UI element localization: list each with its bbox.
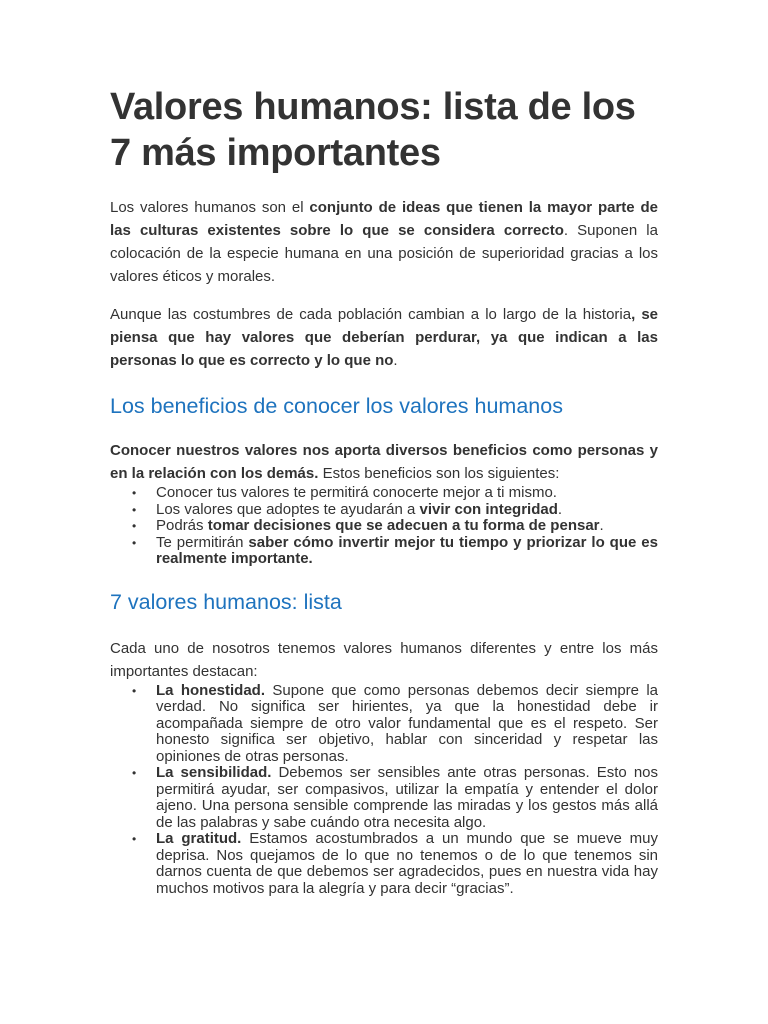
list-item: [110, 502, 658, 519]
values-list: [110, 683, 658, 898]
text: .: [393, 352, 398, 369]
text: Estos beneficios son los siguientes:: [318, 465, 560, 482]
value-description: Estamos acostumbrados a un mundo que se mueve muy deprisa. Nos quejamos de lo que no tenemos o de lo que tenemos sin darnos cuenta de que debemos ser agradecidos, pues en nuestra vida hay muchos motivos para la alegría y para decir “gracias”.: [156, 830, 658, 897]
value-name: La sensibilidad.: [156, 764, 272, 781]
section-heading-benefits: Los beneficios de conocer los valores humanos: [110, 394, 563, 418]
historia-link[interactable]: historia: [582, 306, 632, 323]
bold-text: se piensa que hay valores que deberían perdurar, ya que indican a las personas lo que es correcto y lo que no: [110, 306, 658, 369]
bullet-icon: •: [132, 519, 137, 533]
list-item: [110, 683, 658, 766]
bullet-icon: •: [132, 535, 137, 550]
value-description: Debemos ser sensibles ante otras personas. Esto nos permitirá ayudar, ser compasivos, utilizar la empatía y entender el dolor ajeno. Una persona sensible comprende las miradas y los gestos más allá de las palabras y sabe cuándo otra necesita algo.: [156, 764, 659, 831]
section-heading-values-list: 7 valores humanos: lista: [110, 589, 342, 614]
intro-paragraph-2: [110, 303, 658, 372]
page-title: Valores humanos: lista de los 7 más importantes: [110, 86, 636, 174]
text: Aunque las costumbres de cada población cambian a lo largo de la: [110, 306, 583, 323]
text: .: [599, 517, 604, 534]
value-name: La honestidad.: [156, 681, 266, 699]
list-item: [110, 831, 658, 897]
text: Te permitirán: [156, 533, 249, 551]
article-body: [110, 84, 658, 897]
text: Los valores humanos son el: [110, 199, 310, 216]
bold-text: conjunto de ideas que tienen la mayor parte de las culturas existentes sobre lo que se considera correcto: [110, 199, 659, 239]
bold-text: saber cómo invertir mejor tu tiempo y priorizar lo que es realmente importante.: [156, 533, 658, 567]
text: Podrás: [156, 517, 208, 534]
text: .: [557, 500, 563, 518]
bullet-icon: •: [132, 766, 137, 780]
list-item: [110, 535, 658, 568]
text: . Suponen la colocación de la especie humana en una posición de superioridad gracias a los valores éticos y morales.: [110, 222, 658, 285]
bullet-icon: •: [132, 502, 137, 517]
benefits-list: [110, 485, 658, 568]
bold-text: ,: [631, 306, 642, 323]
bold-text: vivir con integridad: [419, 500, 558, 518]
text: Conocer tus valores te permitirá conocerte mejor a ti mismo.: [156, 484, 557, 501]
values-intro-paragraph: Cada uno de nosotros tenemos valores humanos diferentes y entre los más importantes destacan:: [110, 639, 658, 680]
bold-text: Conocer nuestros valores nos aporta diversos beneficios como personas y en la relación con los demás.: [110, 442, 658, 482]
list-item: [110, 485, 658, 502]
list-item: [110, 765, 658, 831]
bullet-icon: •: [132, 486, 137, 500]
intro-paragraph-1: [110, 196, 658, 288]
bullet-icon: •: [132, 683, 137, 698]
bold-text: tomar decisiones que se adecuen a tu forma de pensar: [207, 517, 600, 534]
value-name: La gratitud.: [156, 830, 242, 847]
bullet-icon: •: [132, 832, 137, 846]
benefits-paragraph: [110, 439, 658, 485]
list-item: [110, 518, 658, 535]
text: Los valores que adoptes te ayudarán a: [156, 500, 420, 518]
value-description: Supone que como personas debemos decir siempre la verdad. No significa ser hirientes, ya que la honestidad debe ir acompañada siempre de otro valor fundamental que es el respeto. Ser honesto significa ser objetivo, hablar con sinceridad y respetar las opiniones de otras personas.: [156, 681, 659, 765]
